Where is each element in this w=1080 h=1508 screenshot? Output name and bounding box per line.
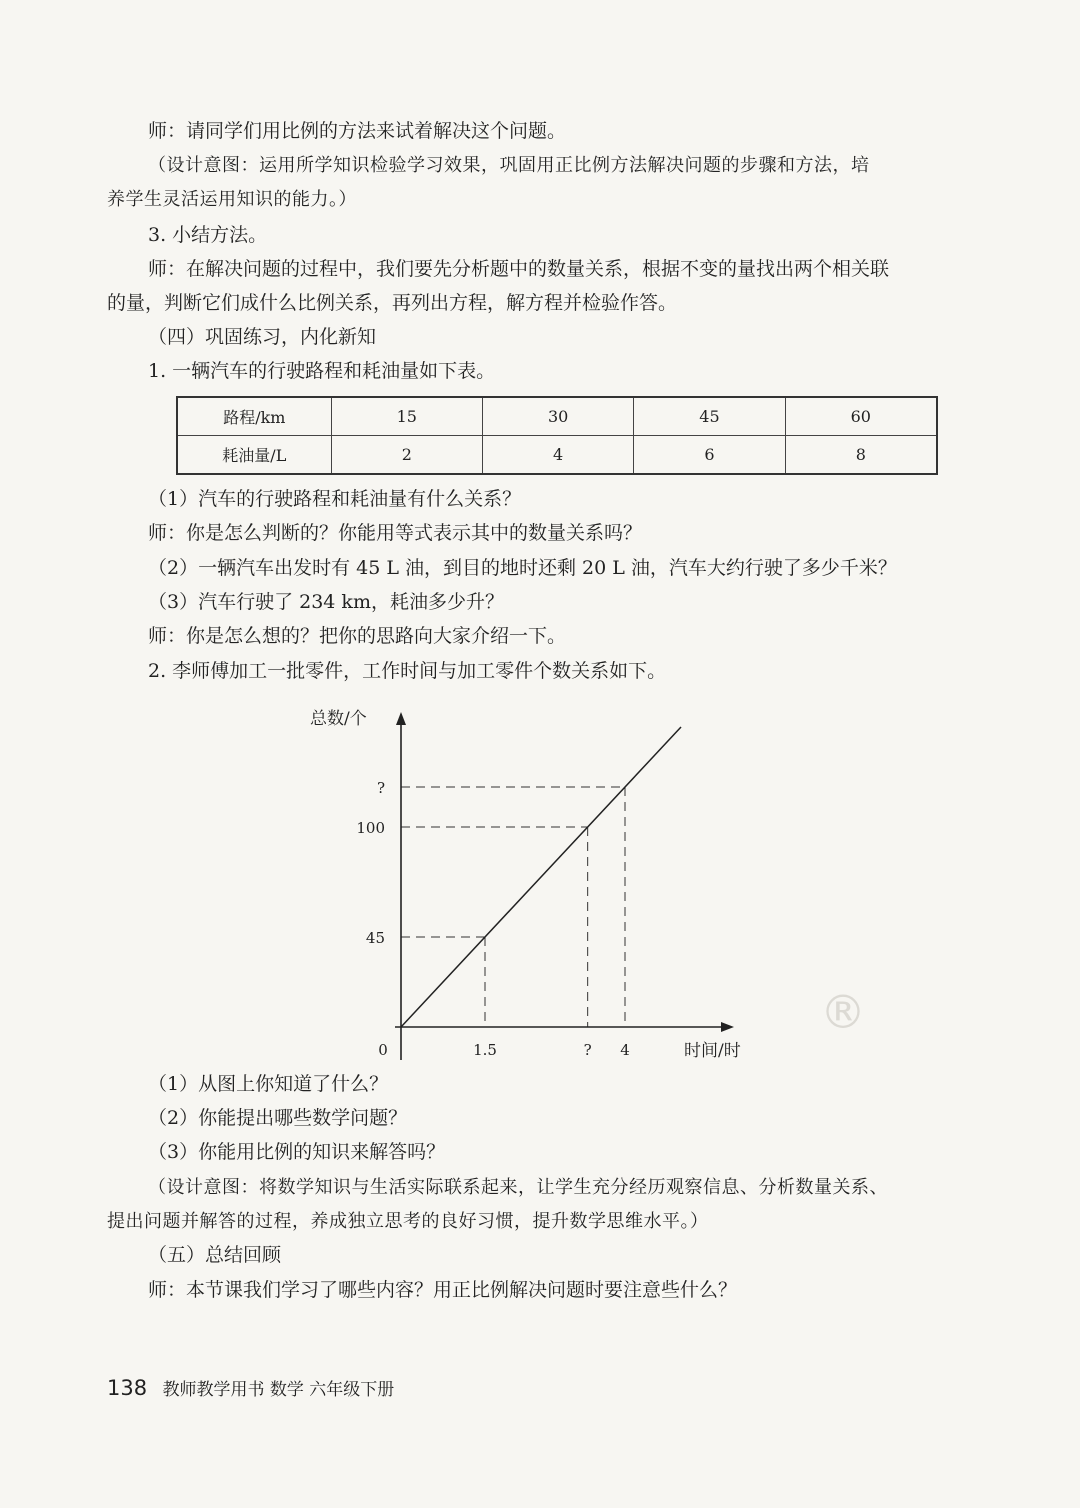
teacher-line-cont: 的量，判断它们成什么比例关系，再列出方程，解方程并检验作答。 — [107, 292, 678, 314]
table-row — [177, 436, 937, 475]
section-heading: （四）巩固练习，内化新知 — [148, 326, 377, 348]
x-tick-label: 4 — [620, 1041, 630, 1059]
question: （1）汽车的行驶路程和耗油量有什么关系？ — [148, 488, 522, 510]
x-axis-arrow — [721, 1022, 734, 1032]
design-intent-note-cont: 提出问题并解答的过程，养成独立思考的良好习惯，提升数学思维水平。） — [107, 1211, 709, 1232]
y-tick-label: 45 — [365, 929, 385, 947]
y-tick-label: 100 — [356, 819, 385, 837]
teacher-line: 师：你是怎么想的？把你的思路向大家介绍一下。 — [148, 625, 567, 647]
registered-mark: ® — [820, 985, 866, 1039]
question: （2）你能提出哪些数学问题？ — [148, 1107, 408, 1129]
design-intent-note: （设计意图：将数学知识与生活实际联系起来，让学生充分经历观察信息、分析数量关系、 — [148, 1177, 888, 1198]
data-line — [401, 727, 681, 1027]
teacher-line: 师：本节课我们学习了哪些内容？用正比例解决问题时要注意些什么？ — [148, 1279, 738, 1301]
design-intent-note: （设计意图：运用所学知识检验学习效果，巩固用正比例方法解决问题的步骤和方法，培 — [148, 155, 870, 176]
table-cell: 45 — [634, 397, 785, 436]
mileage-fuel-table — [176, 396, 938, 475]
y-axis-label: 总数/个 — [310, 709, 367, 729]
table-cell: 60 — [785, 397, 937, 436]
x-tick-label: 0 — [378, 1041, 388, 1059]
exercise-1-intro: 1. 一辆汽车的行驶路程和耗油量如下表。 — [148, 360, 496, 382]
page-footer — [107, 1375, 394, 1400]
question: （3）汽车行驶了 234 km，耗油多少升？ — [148, 591, 504, 613]
book-title: 教师教学用书 数学 六年级下册 — [162, 1380, 395, 1400]
table-cell: 30 — [482, 397, 633, 436]
teacher-line: 师：请同学们用比例的方法来试着解决这个问题。 — [148, 120, 567, 142]
x-axis-label: 时间/时 — [684, 1041, 741, 1061]
table-cell: 15 — [331, 397, 482, 436]
question: （3）你能用比例的知识来解答吗？ — [148, 1141, 446, 1163]
section-heading: （五）总结回顾 — [148, 1244, 282, 1266]
table-header-cell: 耗油量/L — [177, 436, 331, 475]
page-number: 138 — [107, 1376, 148, 1400]
tick-labels — [356, 779, 629, 1059]
table-cell: 4 — [482, 436, 633, 475]
design-intent-note-cont: 养学生灵活运用知识的能力。） — [107, 189, 357, 210]
section-step: 3. 小结方法。 — [148, 224, 268, 246]
question: （1）从图上你知道了什么？ — [148, 1073, 389, 1095]
exercise-2-intro: 2. 李师傅加工一批零件，工作时间与加工零件个数关系如下。 — [148, 660, 667, 682]
y-tick-label: ? — [376, 779, 385, 797]
question: （2）一辆汽车出发时有 45 L 油，到目的地时还剩 20 L 油，汽车大约行驶了多少千米？ — [148, 557, 897, 579]
y-axis-arrow — [396, 712, 406, 725]
teacher-line: 师：你是怎么判断的？你能用等式表示其中的数量关系吗？ — [148, 522, 643, 544]
table-cell: 8 — [785, 436, 937, 475]
table-cell: 6 — [634, 436, 785, 475]
x-tick-label: 1.5 — [473, 1041, 497, 1059]
table-header-cell: 路程/km — [177, 397, 331, 436]
work-time-line-chart — [300, 700, 780, 1070]
table-cell: 2 — [331, 436, 482, 475]
teacher-line: 师：在解决问题的过程中，我们要先分析题中的数量关系，根据不变的量找出两个相关联 — [148, 258, 890, 280]
x-tick-label: ? — [583, 1041, 592, 1059]
table-row — [177, 397, 937, 436]
